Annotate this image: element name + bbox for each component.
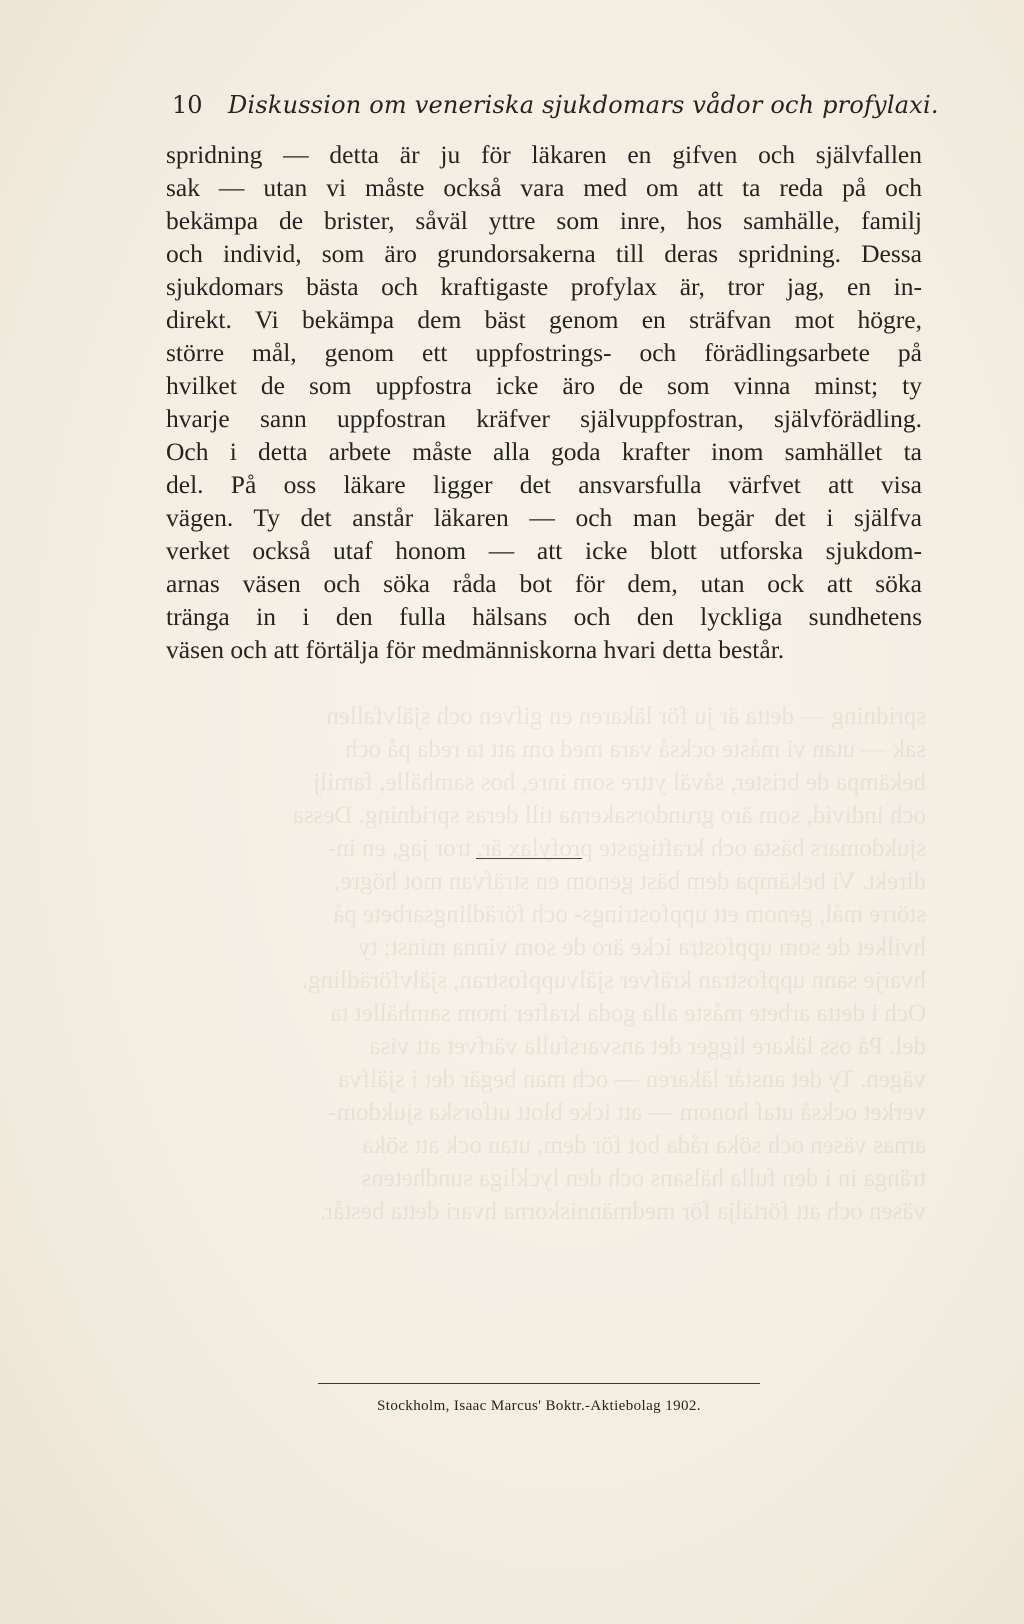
- show-through-line: del. På oss läkare ligger det ansvarsfulla värfvet att visa: [369, 1033, 926, 1060]
- body-line: Och i detta arbete måste alla goda krafter inom samhället ta: [166, 437, 922, 466]
- show-through-line: sjukdomars bästa och kraftigaste profylax är, tror jag, en in-: [327, 835, 926, 862]
- body-text: [166, 138, 922, 666]
- body-line: hvilket de som uppfostra icke äro de som vinna minst; ty: [166, 371, 922, 400]
- body-line: spridning — detta är ju för läkaren en gifven och självfallen: [166, 140, 922, 169]
- footer-rule: [318, 1383, 760, 1384]
- show-through-line: verket också utaf honom — att icke blott utforska sjukdom-: [328, 1099, 926, 1126]
- paper-show-through: [170, 700, 926, 1228]
- body-line: sjukdomars bästa och kraftigaste profylax är, tror jag, en in-: [166, 272, 922, 301]
- show-through-line: bekämpa de brister, såväl yttre som inre, hos samhälle, familj: [313, 769, 926, 796]
- show-through-line: vägen. Ty det anstår läkaren — och man begär det i själfva: [338, 1066, 926, 1093]
- body-line: direkt. Vi bekämpa dem bäst genom en sträfvan mot högre,: [166, 305, 922, 334]
- show-through-line: hvarje sann uppfostran kräfver självuppfostran, självförädling.: [301, 967, 926, 994]
- body-line: tränga in i den fulla hälsans och den lyckliga sundhetens: [166, 602, 922, 631]
- body-line: större mål, genom ett uppfostrings- och förädlingsarbete på: [166, 338, 922, 367]
- printer-imprint: Stockholm, Isaac Marcus' Boktr.-Aktiebolag 1902.: [377, 1398, 701, 1414]
- show-through-line: Och i detta arbete måste alla goda krafter inom samhället ta: [330, 1000, 926, 1027]
- body-line: bekämpa de brister, såväl yttre som inre, hos samhälle, familj: [166, 206, 922, 235]
- show-through-line: sak — utan vi måste också vara med om att ta reda på och: [344, 736, 926, 763]
- body-line: vägen. Ty det anstår läkaren — och man begär det i själfva: [166, 503, 922, 532]
- body-line: del. På oss läkare ligger det ansvarsfulla värfvet att visa: [166, 470, 922, 499]
- body-line: och individ, som äro grundorsakerna till deras spridning. Dessa: [166, 239, 922, 268]
- body-line: hvarje sann uppfostran kräfver självuppfostran, självförädling.: [166, 404, 922, 433]
- body-line: arnas väsen och söka råda bot för dem, utan ock att söka: [166, 569, 922, 598]
- body-line: verket också utaf honom — att icke blott utforska sjukdom-: [166, 536, 922, 565]
- body-line-last: väsen och att förtälja för medmänniskorna hvari detta består.: [166, 635, 785, 664]
- show-through-line: direkt. Vi bekämpa dem bäst genom en sträfvan mot högre,: [334, 868, 926, 895]
- show-through-line: hvilket de som uppfostra icke äro de som vinna minst; ty: [358, 934, 926, 961]
- show-through-line: större mål, genom ett uppfostrings- och förädlingsarbete på: [333, 901, 926, 928]
- show-through-line: tränga in i den fulla hälsans och den lyckliga sundhetens: [361, 1165, 926, 1192]
- body-line: sak — utan vi måste också vara med om att ta reda på och: [166, 173, 922, 202]
- page-number: 10: [172, 91, 203, 119]
- show-through-line: och individ, som äro grundorsakerna till deras spridning. Dessa: [292, 802, 926, 829]
- running-title: Diskussion om veneriska sjukdomars vådor och profylaxi.: [228, 91, 939, 119]
- show-through-line: spridning — detta är ju för läkaren en gifven och självfallen: [326, 703, 926, 730]
- page-header: [172, 88, 939, 122]
- show-through-line: arnas väsen och söka råda bot för dem, utan ock att söka: [362, 1132, 926, 1159]
- section-divider: [476, 858, 582, 859]
- show-through-line: väsen och att förtälja för medmänniskorna hvari detta består.: [319, 1198, 926, 1225]
